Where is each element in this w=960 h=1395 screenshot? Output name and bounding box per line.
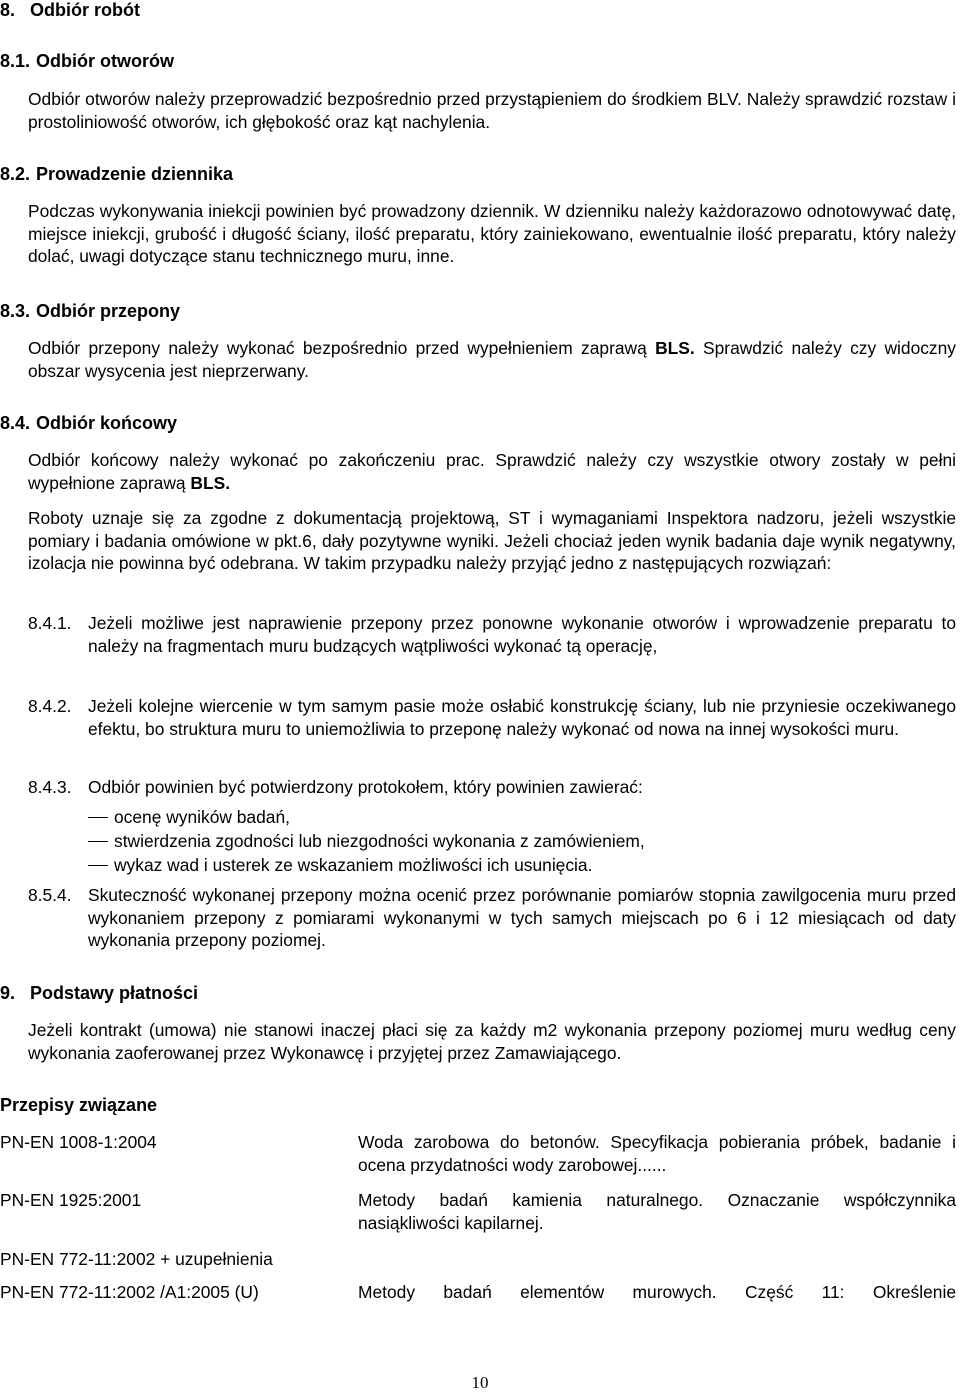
section-8-2-paragraph: Podczas wykonywania iniekcji powinien być prowadzony dziennik. W dzienniku należy każdorazowo odnotowywać datę, miejsce iniekcji, grubość i długość ściany, ilość preparatu, który zainiekowano, ewentualnie ilość preparatu, który należy dolać, uwagi dotyczące stanu technicznego muru, inne. — [28, 201, 956, 266]
paragraph-text: Sprawdzić należy czy widoczny obszar wysycenia jest nieprzerwany. — [28, 338, 956, 381]
product-name-bls: BLS. — [655, 338, 695, 358]
page-number: 10 — [471, 1373, 489, 1392]
item-number: 8.4.2. — [28, 696, 72, 716]
section-8-2-heading — [0, 163, 233, 186]
item-number: 8.4.3. — [28, 777, 72, 797]
section-8-4-heading — [0, 412, 177, 435]
section-title: Odbiór końcowy — [36, 413, 178, 433]
dash-bullet-icon — [88, 817, 108, 818]
section-number: 8.2. — [0, 164, 31, 184]
dash-bullet-icon — [88, 865, 108, 866]
list-item: wykaz wad i usterek ze wskazaniem możliwości ich usunięcia. — [114, 855, 593, 875]
standard-code: PN-EN 772-11:2002 + uzupełnienia — [0, 1249, 273, 1269]
standard-description: Woda zarobowa do betonów. Specyfikacja pobierania próbek, badanie i ocena przydatności wody zarobowej...... — [358, 1132, 956, 1175]
section-8-1-paragraph: Odbiór otworów należy przeprowadzić bezpośrednio przed przystąpieniem do środkiem BLV. Należy sprawdzić rozstaw i prostoliniowość otworów, ich głębokość oraz kąt nachylenia. — [28, 89, 956, 132]
dash-bullet-icon — [88, 841, 108, 842]
standard-code: PN-EN 1925:2001 — [0, 1190, 142, 1210]
item-text: Jeżeli możliwe jest naprawienie przepony przez ponowne wykonanie otworów i wprowadzenie preparatu to należy na fragmentach muru budzących wątpliwości wykonać tą operację, — [88, 613, 956, 656]
section-9-heading: 9. Podstawy płatności — [0, 983, 199, 1003]
item-number: 8.5.4. — [28, 885, 72, 905]
item-number: 8.4.1. — [28, 613, 72, 633]
section-title: Prowadzenie dziennika — [36, 164, 234, 184]
standard-code: PN-EN 772-11:2002 /A1:2005 (U) — [0, 1282, 259, 1302]
section-number: 8.3. — [0, 301, 31, 321]
section-8-4-paragraph-2: Roboty uznaje się za zgodne z dokumentacją projektową, ST i wymaganiami Inspektora nadzoru, jeżeli wszystkie pomiary i badania omówione w pkt.6, dały pozytywne wyniki. Jeżeli chociaż jeden wynik badania daje wynik negatywny, izolacja nie powinna być odebrana. W takim przypadku należy przyjąć jedno z następujących rozwiązań: — [28, 508, 956, 573]
product-name-bls: BLS. — [190, 472, 231, 493]
section-number: 8.1. — [0, 51, 31, 71]
section-number: 8.4. — [0, 413, 31, 433]
paragraph-text: Odbiór końcowy należy wykonać po zakończeniu prac. Sprawdzić należy czy wszystkie otwory zostały w pełni wypełnione zaprawą — [28, 450, 956, 493]
standard-code: PN-EN 1008-1:2004 — [0, 1132, 157, 1152]
list-item: stwierdzenia zgodności lub niezgodności wykonania z zamówieniem, — [114, 831, 645, 851]
section-8-3-paragraph — [28, 337, 956, 382]
section-8-heading: 8. Odbiór robót — [0, 0, 140, 20]
section-8-1-heading — [0, 50, 174, 73]
item-text: Odbiór powinien być potwierdzony protokołem, który powinien zawierać: — [88, 777, 643, 797]
item-text: Jeżeli kolejne wiercenie w tym samym pasie może osłabić konstrukcję ściany, lub nie przyniesie oczekiwanego efektu, bo struktura muru to uniemożliwia to przeponę należy wykonać od nowa na innej wysokości muru. — [88, 696, 956, 739]
standard-description: Metody badań kamienia naturalnego. Oznaczanie współczynnika nasiąkliwości kapilarnej. — [358, 1190, 956, 1233]
paragraph-text: Odbiór przepony należy wykonać bezpośrednio przed wypełnieniem zaprawą — [28, 338, 656, 358]
item-text: Skuteczność wykonanej przepony można ocenić przez porównanie pomiarów stopnia zawilgocenia muru przed wykonaniem przepony z pomiarami wykonanymi w tych samych miejscach po 6 i 12 miesiącach od daty wykonania przepony poziomej. — [88, 885, 956, 950]
section-title: Odbiór przepony — [36, 301, 180, 321]
section-title: Odbiór otworów — [36, 51, 174, 71]
section-8-4-paragraph-1 — [28, 449, 956, 494]
standard-description: Metody badań elementów murowych. Część 11: Określenie — [358, 1282, 956, 1302]
regulations-heading: Przepisy związane — [0, 1095, 158, 1115]
section-9-paragraph: Jeżeli kontrakt (umowa) nie stanowi inaczej płaci się za każdy m2 wykonania przepony poziomej muru według ceny wykonania zaoferowanej przez Wykonawcę i przyjętej przez Zamawiającego. — [28, 1020, 956, 1063]
list-item: ocenę wyników badań, — [114, 807, 290, 827]
section-8-3-heading — [0, 300, 180, 323]
